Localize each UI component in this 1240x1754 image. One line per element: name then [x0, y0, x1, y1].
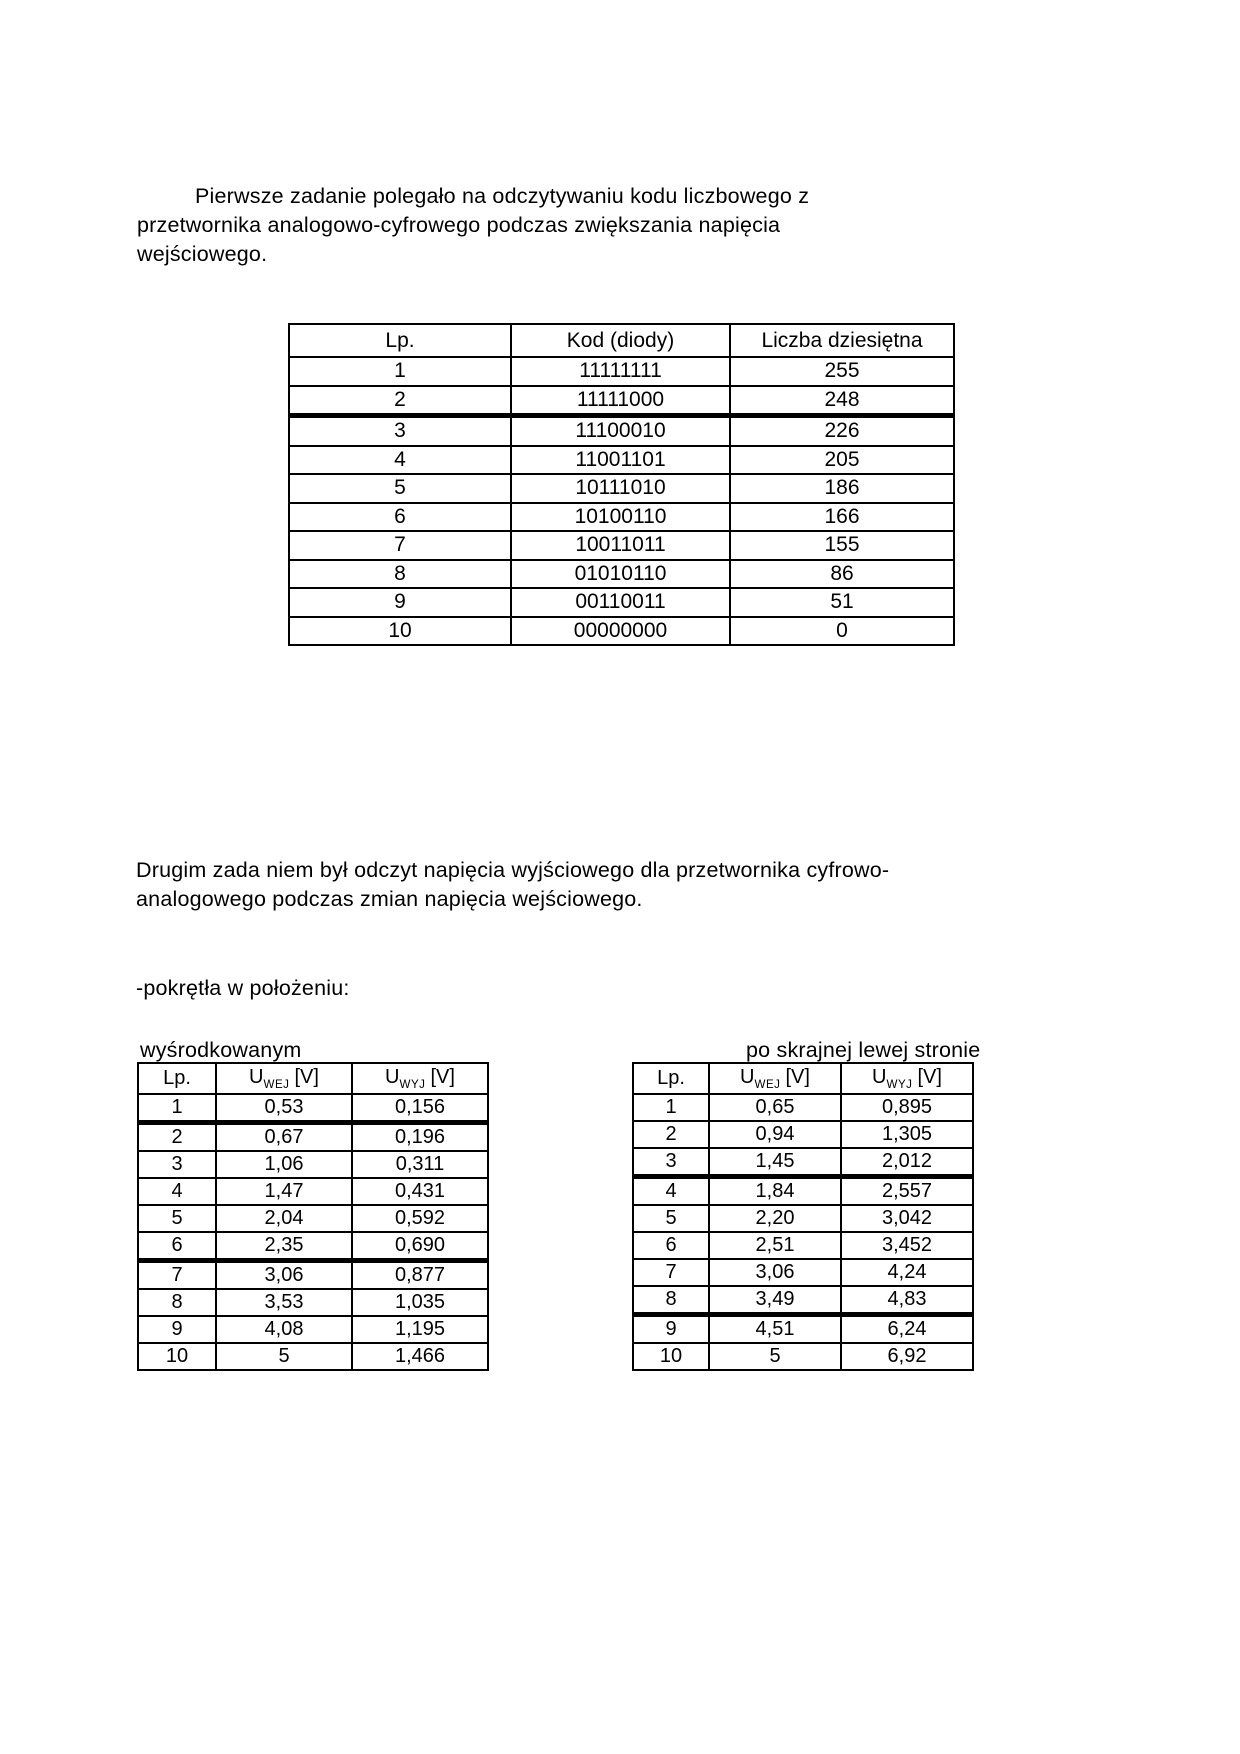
- table-cell: 8: [289, 560, 511, 589]
- table-cell: 1,466: [352, 1343, 488, 1370]
- table-caption-centered: wyśrodkowanym: [140, 1037, 302, 1062]
- table-cell: 10111010: [511, 474, 730, 503]
- table-cell: 10011011: [511, 531, 730, 560]
- table-caption-left-extreme: po skrajnej lewej stronie: [746, 1037, 981, 1062]
- table-cell: 5: [633, 1205, 709, 1232]
- table-cell: 1,47: [216, 1178, 352, 1205]
- table-cell: 3: [289, 416, 511, 446]
- table-cell: 0,156: [352, 1094, 488, 1123]
- table-row: [138, 1316, 488, 1343]
- table-cell: 205: [730, 446, 954, 475]
- table-cell: 0,877: [352, 1261, 488, 1290]
- table-cell: 11001101: [511, 446, 730, 475]
- table-cell: 2,51: [709, 1232, 841, 1259]
- table-cell: 86: [730, 560, 954, 589]
- table-cell: 4: [138, 1178, 216, 1205]
- table-cell: 2,04: [216, 1205, 352, 1232]
- table-row: [289, 503, 954, 532]
- table-cell: 6: [138, 1232, 216, 1261]
- column-header-uwej: $U_{WEJ}$ [V]: [709, 1063, 841, 1094]
- table-row: [138, 1151, 488, 1178]
- table-row: [138, 1343, 488, 1370]
- table-cell: 0,67: [216, 1123, 352, 1152]
- table-cell: 0,895: [841, 1094, 973, 1121]
- table-row: [633, 1121, 973, 1148]
- table-cell: 5: [289, 474, 511, 503]
- table-cell: 255: [730, 357, 954, 386]
- table-cell: 2,012: [841, 1148, 973, 1177]
- table-cell: 8: [138, 1289, 216, 1316]
- dac-table-left-extreme: [632, 1062, 974, 1371]
- table-row: [138, 1232, 488, 1261]
- column-header-lp: Lp.: [633, 1063, 709, 1094]
- table-cell: 11111000: [511, 386, 730, 416]
- table-cell: 1,84: [709, 1177, 841, 1206]
- table-cell: 1,305: [841, 1121, 973, 1148]
- table-cell: 4,51: [709, 1315, 841, 1344]
- table-cell: 0,94: [709, 1121, 841, 1148]
- table-cell: 5: [709, 1343, 841, 1370]
- table-header-row: [633, 1063, 973, 1094]
- table-cell: 0,592: [352, 1205, 488, 1232]
- table-cell: 2: [289, 386, 511, 416]
- table-row: [289, 588, 954, 617]
- table-row: [289, 386, 954, 416]
- table-cell: 6,92: [841, 1343, 973, 1370]
- table-cell: 5: [138, 1205, 216, 1232]
- table-cell: 4,83: [841, 1286, 973, 1315]
- table-cell: 10: [289, 617, 511, 646]
- table-cell: 2,35: [216, 1232, 352, 1261]
- table-cell: 1: [633, 1094, 709, 1121]
- table-cell: 0,196: [352, 1123, 488, 1152]
- table-cell: 3,042: [841, 1205, 973, 1232]
- table-row: [138, 1205, 488, 1232]
- table-cell: 6,24: [841, 1315, 973, 1344]
- knobs-position-label: -pokrętła w położeniu:: [136, 975, 350, 1000]
- table-cell: 0,53: [216, 1094, 352, 1123]
- table-cell: 166: [730, 503, 954, 532]
- table-cell: 00110011: [511, 588, 730, 617]
- table-cell: 9: [138, 1316, 216, 1343]
- table-cell: 11111111: [511, 357, 730, 386]
- table-cell: 6: [289, 503, 511, 532]
- table-cell: 9: [633, 1315, 709, 1344]
- table-cell: 3: [633, 1148, 709, 1177]
- table-row: [138, 1123, 488, 1152]
- table-cell: 155: [730, 531, 954, 560]
- column-header-code: Kod (diody): [511, 324, 730, 357]
- table-cell: 248: [730, 386, 954, 416]
- table-row: [289, 560, 954, 589]
- table-row: [289, 446, 954, 475]
- table-cell: 0,65: [709, 1094, 841, 1121]
- table-cell: 1: [138, 1094, 216, 1123]
- table-row: [138, 1094, 488, 1123]
- table-row: [138, 1261, 488, 1290]
- table-cell: 5: [216, 1343, 352, 1370]
- table-cell: 10: [633, 1343, 709, 1370]
- table-cell: 4,24: [841, 1259, 973, 1286]
- table-cell: 3: [138, 1151, 216, 1178]
- table-cell: 3,53: [216, 1289, 352, 1316]
- table-row: [289, 617, 954, 646]
- table-row: [289, 531, 954, 560]
- table-cell: 1,06: [216, 1151, 352, 1178]
- column-header-lp: Lp.: [289, 324, 511, 357]
- table-cell: 2: [138, 1123, 216, 1152]
- table-cell: 3,452: [841, 1232, 973, 1259]
- table-row: [633, 1205, 973, 1232]
- table-cell: 6: [633, 1232, 709, 1259]
- table-cell: 0,311: [352, 1151, 488, 1178]
- adc-code-table: [288, 323, 955, 646]
- table-row: [633, 1148, 973, 1177]
- table-cell: 3,06: [216, 1261, 352, 1290]
- table-row: [633, 1232, 973, 1259]
- table-cell: 3,49: [709, 1286, 841, 1315]
- table-cell: 226: [730, 416, 954, 446]
- table-cell: 11100010: [511, 416, 730, 446]
- table-cell: 4: [289, 446, 511, 475]
- table-row: [289, 357, 954, 386]
- dac-table-centered: [137, 1062, 489, 1371]
- table-cell: 9: [289, 588, 511, 617]
- table-cell: 4,08: [216, 1316, 352, 1343]
- table-row: [289, 416, 954, 446]
- table-cell: 7: [289, 531, 511, 560]
- table-cell: 00000000: [511, 617, 730, 646]
- table-row: [633, 1094, 973, 1121]
- table-row: [633, 1343, 973, 1370]
- table-row: [138, 1178, 488, 1205]
- table-cell: 10: [138, 1343, 216, 1370]
- table-row: [289, 474, 954, 503]
- table-cell: 2,20: [709, 1205, 841, 1232]
- column-header-uwyj: $U_{WYJ}$ [V]: [352, 1063, 488, 1094]
- table-cell: 1,195: [352, 1316, 488, 1343]
- table-cell: 7: [138, 1261, 216, 1290]
- table-cell: 3,06: [709, 1259, 841, 1286]
- table-row: [633, 1259, 973, 1286]
- table-row: [633, 1286, 973, 1315]
- table-cell: 186: [730, 474, 954, 503]
- column-header-decimal: Liczba dziesiętna: [730, 324, 954, 357]
- column-header-uwej: $U_{WEJ}$ [V]: [216, 1063, 352, 1094]
- table-cell: 0,431: [352, 1178, 488, 1205]
- table-cell: 2,557: [841, 1177, 973, 1206]
- table-cell: 01010110: [511, 560, 730, 589]
- table-cell: 4: [633, 1177, 709, 1206]
- column-header-lp: Lp.: [138, 1063, 216, 1094]
- paragraph-second-task: Drugim zada niem był odczyt napięcia wyjściowego dla przetwornika cyfrowo-analogowego podczas zmian napięcia wejściowego.: [136, 857, 890, 911]
- table-cell: 1: [289, 357, 511, 386]
- table-cell: 0: [730, 617, 954, 646]
- column-header-uwyj: $U_{WYJ}$ [V]: [841, 1063, 973, 1094]
- table-row: [633, 1177, 973, 1206]
- table-cell: 51: [730, 588, 954, 617]
- table-header-row: [138, 1063, 488, 1094]
- table-cell: 7: [633, 1259, 709, 1286]
- table-row: [633, 1315, 973, 1344]
- table-cell: 1,45: [709, 1148, 841, 1177]
- table-cell: 2: [633, 1121, 709, 1148]
- paragraph-intro: Pierwsze zadanie polegało na odczytywaniu kodu liczbowego z przetwornika analogowo-cyfrowego podczas zwiększania napięcia wejściowego.: [137, 183, 810, 266]
- table-cell: 0,690: [352, 1232, 488, 1261]
- table-cell: 1,035: [352, 1289, 488, 1316]
- table-header-row: [289, 324, 954, 357]
- table-cell: 10100110: [511, 503, 730, 532]
- table-cell: 8: [633, 1286, 709, 1315]
- table-row: [138, 1289, 488, 1316]
